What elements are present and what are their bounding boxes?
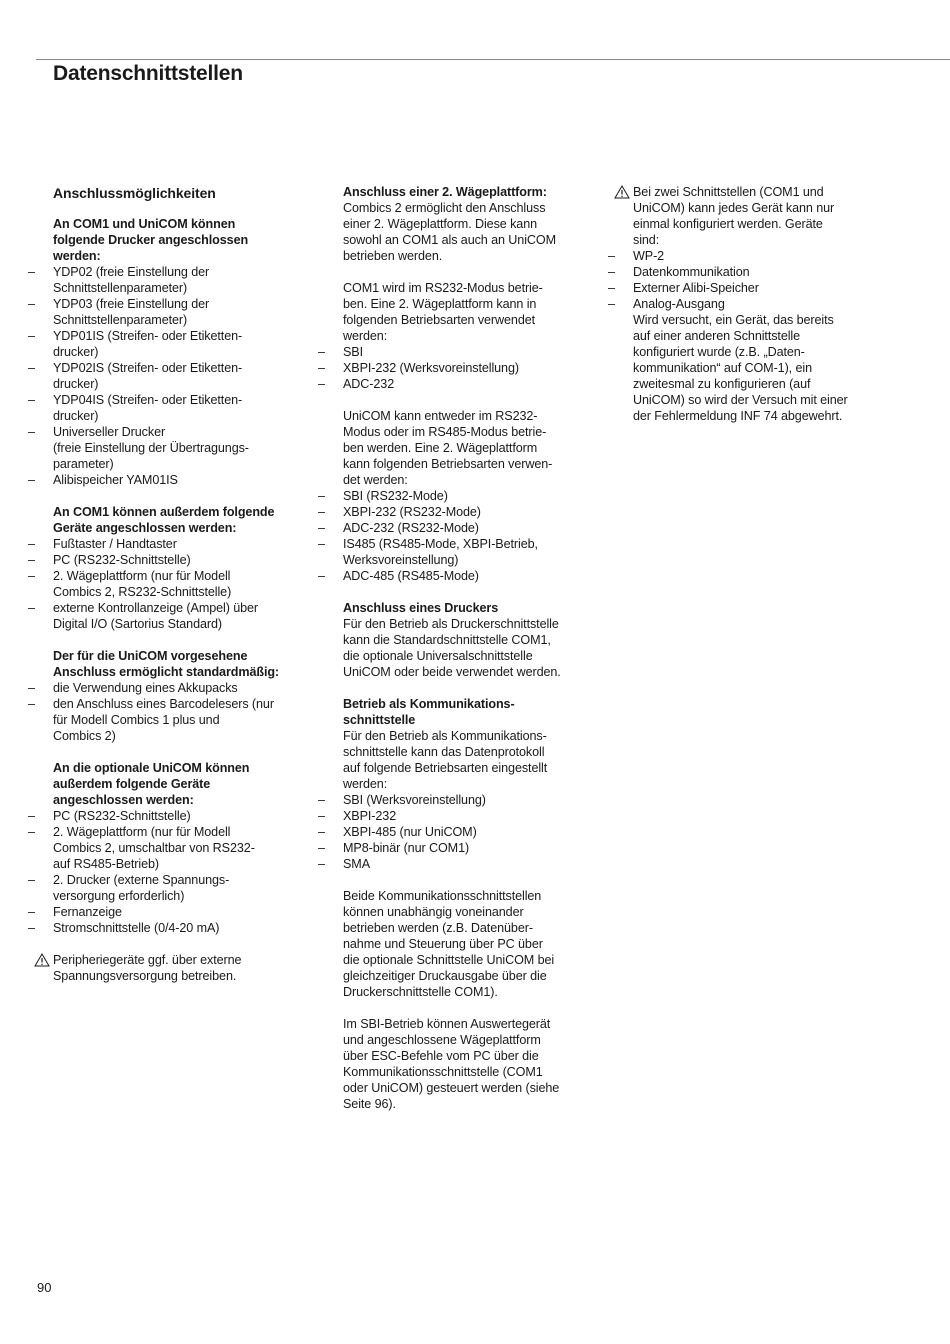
text-line: einmal konfiguriert werden. Geräte: [633, 217, 823, 231]
list-item: [343, 824, 593, 840]
list-item-line: – den Anschluss eines Barcodelesers (nur: [53, 697, 274, 711]
list-item: [633, 280, 883, 296]
list-item-line: – XBPI-485 (nur UniCOM): [343, 825, 477, 839]
com1-mode-text: [343, 280, 593, 344]
text-line: Anschluss ermöglicht standardmäßig:: [53, 665, 280, 679]
list-item-line: – Analog-Ausgang: [633, 297, 725, 311]
text-line: Combics 2 ermöglicht den Anschluss: [343, 201, 546, 215]
list-item: [53, 328, 303, 360]
warning-triangle-icon: [614, 185, 630, 199]
list-item: [53, 264, 303, 296]
text-line: schnittstelle: [343, 713, 416, 727]
list-item-line: parameter): [53, 457, 114, 471]
list-item-line: – die Verwendung eines Akkupacks: [53, 681, 238, 695]
list-item: [53, 568, 303, 600]
column-3: [633, 184, 883, 424]
com1-mode-block: [343, 280, 593, 392]
list-item-line: auf RS485-Betrieb): [53, 857, 160, 871]
list-item-line: – Datenkommunikation: [633, 265, 750, 279]
text-line: auf einer anderen Schnittstelle: [633, 329, 801, 343]
list-item-line: – IS485 (RS485-Mode, XBPI-Betrieb,: [343, 537, 538, 551]
platform-text: [343, 200, 593, 264]
text-line: Im SBI-Betrieb können Auswertegerät: [343, 1017, 551, 1031]
list-item: [53, 824, 303, 872]
text-line: können unabhängig voneinander: [343, 905, 524, 919]
list-item-line: – SBI (Werksvoreinstellung): [343, 793, 486, 807]
col1-groups: [53, 216, 303, 936]
device-group: [53, 504, 303, 632]
section-heading: Anschlussmöglichkeiten: [53, 185, 216, 201]
text-line: kann die Standardschnittstelle COM1,: [343, 633, 551, 647]
sbi-text: [343, 1016, 593, 1112]
text-line: die optionale Schnittstelle UniCOM bei: [343, 953, 555, 967]
text-line: Geräte angeschlossen werden:: [53, 521, 237, 535]
group-list: [53, 808, 303, 936]
list-item-line: – ADC-232 (RS232-Mode): [343, 521, 479, 535]
list-item: [53, 808, 303, 824]
interface-warning: [633, 184, 883, 424]
text-line: einer 2. Wägeplattform. Diese kann: [343, 217, 537, 231]
list-item-line: Combics 2, RS232-Schnittstelle): [53, 585, 232, 599]
list-item-line: drucker): [53, 377, 99, 391]
list-item: [53, 904, 303, 920]
text-line: Wird versucht, ein Gerät, das bereits: [633, 313, 834, 327]
platform-block: [343, 184, 593, 264]
text-line: Kommunikationsschnittstelle (COM1: [343, 1065, 543, 1079]
list-item-line: Combics 2): [53, 729, 116, 743]
list-item: [53, 536, 303, 552]
list-item: [343, 504, 593, 520]
list-item: [343, 536, 593, 568]
comm-list: [343, 792, 593, 872]
text-line: Für den Betrieb als Kommunikations-: [343, 729, 547, 743]
text-line: werden:: [343, 777, 388, 791]
text-line: sind:: [633, 233, 660, 247]
both-block: [343, 888, 593, 1000]
printer-heading: Anschluss eines Druckers: [343, 601, 499, 615]
list-item-line: – Universeller Drucker: [53, 425, 166, 439]
list-item-line: – YDP02 (freie Einstellung der: [53, 265, 210, 279]
list-item-line: – 2. Wägeplattform (nur für Modell: [53, 569, 231, 583]
list-item-line: drucker): [53, 345, 99, 359]
group-list: [53, 680, 303, 744]
warning-intro: [633, 184, 883, 248]
list-item-line: Schnittstellenparameter): [53, 281, 188, 295]
text-line: gleichzeitiger Druckausgabe über die: [343, 969, 547, 983]
text-line: Seite 96).: [343, 1097, 396, 1111]
text-line: An COM1 können außerdem folgende: [53, 505, 275, 519]
list-item-line: (freie Einstellung der Übertragungs-: [53, 441, 249, 455]
list-item-line: Schnittstellenparameter): [53, 313, 188, 327]
text-line: Betrieb als Kommunikations-: [343, 697, 515, 711]
list-item-line: – 2. Drucker (externe Spannungs-: [53, 873, 230, 887]
list-item-line: – YDP02IS (Streifen- oder Etiketten-: [53, 361, 243, 375]
list-item-line: – SBI: [343, 345, 363, 359]
list-item-line: – externe Kontrollanzeige (Ampel) über: [53, 601, 259, 615]
list-item: [53, 472, 303, 488]
column-1: [53, 184, 303, 984]
text-line: UniCOM) so wird der Versuch mit einer: [633, 393, 848, 407]
list-item: [343, 792, 593, 808]
list-item: [343, 344, 593, 360]
text-line: der Fehlermeldung INF 74 abgewehrt.: [633, 409, 843, 423]
list-item-line: – Externer Alibi-Speicher: [633, 281, 759, 295]
list-item: [343, 360, 593, 376]
list-item: [53, 424, 303, 472]
text-line: zweitesmal zu konfigurieren (auf: [633, 377, 811, 391]
list-item: [53, 296, 303, 328]
list-item-line: – YDP01IS (Streifen- oder Etiketten-: [53, 329, 243, 343]
device-group: [53, 216, 303, 488]
text-line: betrieben werden (z.B. Datenüber-: [343, 921, 533, 935]
warning-end: [633, 312, 883, 424]
list-item: [343, 376, 593, 392]
list-item-line: – 2. Wägeplattform (nur für Modell: [53, 825, 231, 839]
warning-text: [53, 952, 303, 984]
text-line: oder UniCOM) gesteuert werden (siehe: [343, 1081, 560, 1095]
list-item: [53, 696, 303, 744]
text-line: Druckerschnittstelle COM1).: [343, 985, 498, 999]
unicom-mode-block: [343, 408, 593, 584]
warning-triangle-icon: [34, 953, 50, 967]
text-line: werden:: [53, 249, 101, 263]
text-line: konfiguriert wurde (z.B. „Daten-: [633, 345, 805, 359]
group-list: [53, 536, 303, 632]
list-item: [633, 248, 883, 264]
list-item-line: – PC (RS232-Schnittstelle): [53, 809, 191, 823]
list-item-line: drucker): [53, 409, 99, 423]
list-item-line: – ADC-485 (RS485-Mode): [343, 569, 479, 583]
list-item-line: – WP-2: [633, 249, 665, 263]
text-line: Der für die UniCOM vorgesehene: [53, 649, 248, 663]
text-line: angeschlossen werden:: [53, 793, 194, 807]
text-line: betrieben werden.: [343, 249, 443, 263]
text-line: An die optionale UniCOM können: [53, 761, 250, 775]
text-line: die optionale Universalschnittstelle: [343, 649, 533, 663]
device-group: [53, 760, 303, 936]
comm-block: [343, 696, 593, 872]
text-line: sowohl an COM1 als auch an UniCOM: [343, 233, 556, 247]
list-item: [633, 296, 883, 312]
list-item-line: – PC (RS232-Schnittstelle): [53, 553, 191, 567]
list-item: [53, 600, 303, 632]
text-line: kommunikation“ auf COM-1), ein: [633, 361, 812, 375]
device-group: [53, 648, 303, 744]
list-item-line: – Stromschnittstelle (0/4-20 mA): [53, 921, 220, 935]
group-intro: [53, 504, 303, 536]
list-item-line: – ADC-232: [343, 377, 395, 391]
text-line: UniCOM) kann jedes Gerät kann nur: [633, 201, 835, 215]
text-line: An COM1 und UniCOM können: [53, 217, 236, 231]
column-2: [343, 184, 593, 1112]
list-item-line: – YDP04IS (Streifen- oder Etiketten-: [53, 393, 243, 407]
list-item-line: – YDP03 (freie Einstellung der: [53, 297, 210, 311]
text-line: det werden:: [343, 473, 408, 487]
text-line: auf folgende Betriebsarten eingestellt: [343, 761, 548, 775]
list-item: [53, 392, 303, 424]
platform-heading: Anschluss einer 2. Wägeplattform:: [343, 185, 547, 199]
list-item: [53, 680, 303, 696]
text-line: kann folgenden Betriebsarten verwen-: [343, 457, 553, 471]
list-item-line: Combics 2, umschaltbar von RS232-: [53, 841, 255, 855]
list-item-line: – SBI (RS232-Mode): [343, 489, 448, 503]
page-number: 90: [37, 1280, 52, 1295]
list-item: [53, 920, 303, 936]
list-item-line: – XBPI-232: [343, 809, 397, 823]
device-list: [633, 248, 883, 312]
list-item: [343, 488, 593, 504]
text-line: Für den Betrieb als Druckerschnittstelle: [343, 617, 559, 631]
list-item-line: versorgung erforderlich): [53, 889, 185, 903]
text-line: Peripheriegeräte ggf. über externe: [53, 953, 242, 967]
text-line: ben. Eine 2. Wägeplattform kann in: [343, 297, 537, 311]
text-line: Beide Kommunikationsschnittstellen: [343, 889, 542, 903]
list-item-line: – XBPI-232 (Werksvoreinstellung): [343, 361, 519, 375]
list-item-line: Werksvoreinstellung): [343, 553, 459, 567]
text-line: ben werden. Eine 2. Wägeplattform: [343, 441, 538, 455]
text-line: über ESC-Befehle vom PC über die: [343, 1049, 539, 1063]
list-item: [53, 872, 303, 904]
text-line: UniCOM oder beide verwendet werden.: [343, 665, 561, 679]
both-text: [343, 888, 593, 1000]
list-item: [633, 264, 883, 280]
printer-text: [343, 616, 593, 680]
text-line: UniCOM kann entweder im RS232-: [343, 409, 538, 423]
list-item-line: – Alibispeicher YAM01IS: [53, 473, 178, 487]
list-item-line: für Modell Combics 1 plus und: [53, 713, 220, 727]
list-item-line: – SMA: [343, 857, 370, 871]
text-line: folgenden Betriebsarten verwendet: [343, 313, 536, 327]
list-item: [53, 552, 303, 568]
list-item-line: Digital I/O (Sartorius Standard): [53, 617, 222, 631]
text-line: Spannungsversorgung betreiben.: [53, 969, 237, 983]
text-line: folgende Drucker angeschlossen: [53, 233, 249, 247]
list-item: [343, 520, 593, 536]
text-line: außerdem folgende Geräte: [53, 777, 211, 791]
text-line: Bei zwei Schnittstellen (COM1 und: [633, 185, 824, 199]
list-item: [53, 360, 303, 392]
text-line: schnittstelle kann das Datenprotokoll: [343, 745, 545, 759]
group-intro: [53, 760, 303, 808]
list-item-line: – Fußtaster / Handtaster: [53, 537, 177, 551]
text-line: Modus oder im RS485-Modus betrie-: [343, 425, 547, 439]
list-item-line: – Fernanzeige: [53, 905, 122, 919]
list-item: [343, 856, 593, 872]
list-item: [343, 568, 593, 584]
unicom-mode-list: [343, 488, 593, 584]
text-line: nahme und Steuerung über PC über: [343, 937, 543, 951]
unicom-mode-text: [343, 408, 593, 488]
list-item-line: – MP8-binär (nur COM1): [343, 841, 470, 855]
com1-mode-list: [343, 344, 593, 392]
sbi-block: [343, 1016, 593, 1112]
group-intro: [53, 648, 303, 680]
text-line: und angeschlossene Wägeplattform: [343, 1033, 541, 1047]
comm-text: [343, 728, 593, 792]
group-intro: [53, 216, 303, 264]
group-list: [53, 264, 303, 488]
peripheral-warning: [53, 952, 303, 984]
printer-block: [343, 600, 593, 680]
list-item: [343, 840, 593, 856]
list-item-line: – XBPI-232 (RS232-Mode): [343, 505, 481, 519]
text-line: werden:: [343, 329, 388, 343]
text-line: COM1 wird im RS232-Modus betrie-: [343, 281, 543, 295]
list-item: [343, 808, 593, 824]
comm-heading: [343, 696, 593, 728]
page-title: Datenschnittstellen: [53, 62, 243, 85]
